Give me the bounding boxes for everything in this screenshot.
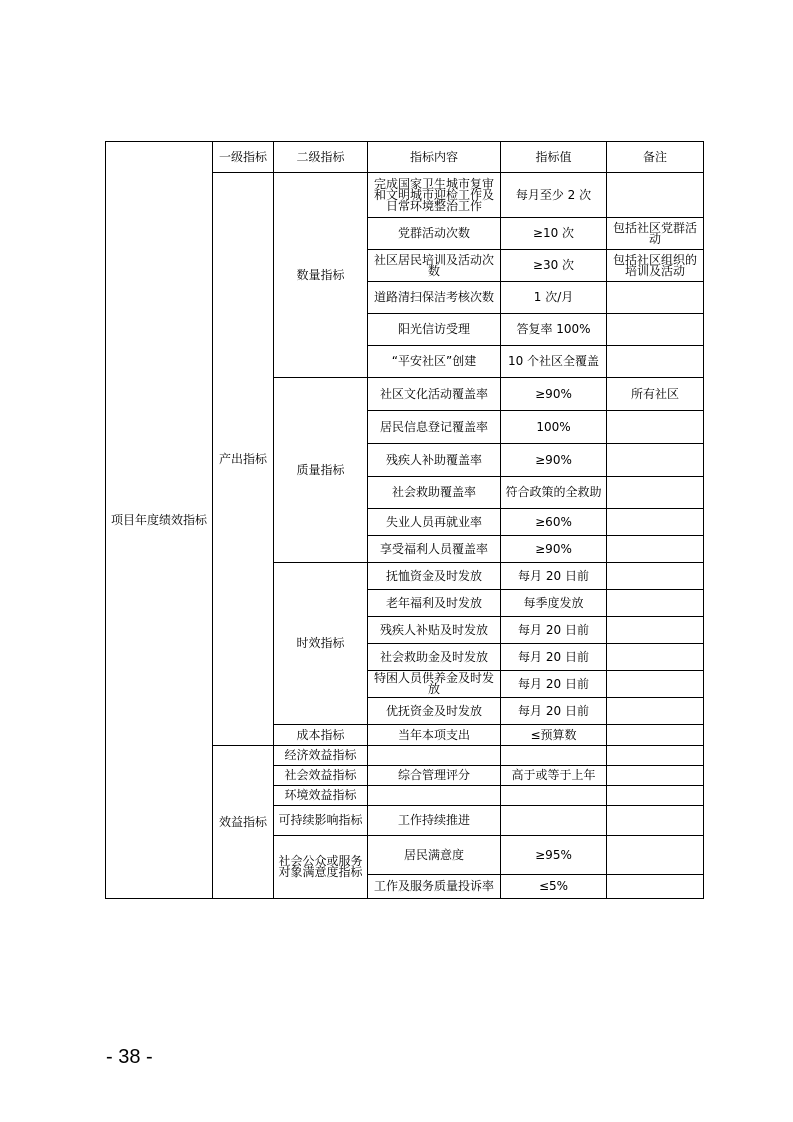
indicator-remark: 包括社区组织的培训及活动 — [607, 250, 704, 282]
indicator-remark — [607, 509, 704, 536]
indicator-value: ≥60% — [501, 509, 607, 536]
indicator-value: ≥95% — [501, 836, 607, 875]
header-remark: 备注 — [607, 142, 704, 173]
indicator-value: ≥90% — [501, 378, 607, 411]
indicator-value: 答复率 100% — [501, 314, 607, 346]
indicator-content: 社会救助金及时发放 — [368, 644, 501, 671]
indicator-value: ≤预算数 — [501, 725, 607, 746]
indicator-content: 阳光信访受理 — [368, 314, 501, 346]
indicator-content: 优抚资金及时发放 — [368, 698, 501, 725]
indicator-content: 综合管理评分 — [368, 766, 501, 786]
indicator-content: 失业人员再就业率 — [368, 509, 501, 536]
indicator-content: 完成国家卫生城市复审和文明城市迎检工作及日常环境整治工作 — [368, 173, 501, 218]
indicator-value — [501, 786, 607, 806]
indicator-value: 每月至少 2 次 — [501, 173, 607, 218]
quality-indicator-label: 质量指标 — [274, 378, 368, 563]
benefit-indicator-group: 效益指标 — [213, 746, 274, 899]
indicator-remark — [607, 875, 704, 899]
indicator-remark — [607, 282, 704, 314]
indicator-value — [501, 806, 607, 836]
cost-indicator-label: 成本指标 — [274, 725, 368, 746]
indicator-remark — [607, 746, 704, 766]
indicator-content: 残疾人补助覆盖率 — [368, 444, 501, 477]
indicator-content: 居民满意度 — [368, 836, 501, 875]
indicator-remark — [607, 644, 704, 671]
indicator-value: 每月 20 日前 — [501, 644, 607, 671]
indicator-content: 社区居民培训及活动次数 — [368, 250, 501, 282]
quantity-indicator-label: 数量指标 — [274, 173, 368, 378]
category-cell: 项目年度绩效指标 — [106, 142, 213, 899]
indicator-content — [368, 786, 501, 806]
header-level1: 一级指标 — [213, 142, 274, 173]
satisfaction-indicator-label: 社会公众或服务对象满意度指标 — [274, 836, 368, 899]
indicator-content: 居民信息登记覆盖率 — [368, 411, 501, 444]
indicator-content: 当年本项支出 — [368, 725, 501, 746]
indicator-content: 残疾人补贴及时发放 — [368, 617, 501, 644]
indicator-remark — [607, 617, 704, 644]
indicator-value: 每月 20 日前 — [501, 671, 607, 698]
indicator-remark — [607, 563, 704, 590]
indicator-remark — [607, 477, 704, 509]
indicator-content: 老年福利及时发放 — [368, 590, 501, 617]
indicator-remark — [607, 444, 704, 477]
timeliness-indicator-label: 时效指标 — [274, 563, 368, 725]
indicator-content: 特困人员供养金及时发放 — [368, 671, 501, 698]
indicator-remark — [607, 806, 704, 836]
header-row — [106, 142, 704, 173]
indicator-value: 每月 20 日前 — [501, 563, 607, 590]
indicator-value: 10 个社区全覆盖 — [501, 346, 607, 378]
output-indicator-group: 产出指标 — [213, 173, 274, 746]
indicator-remark — [607, 314, 704, 346]
indicator-remark: 所有社区 — [607, 378, 704, 411]
indicator-value — [501, 746, 607, 766]
indicator-remark — [607, 346, 704, 378]
indicator-remark — [607, 590, 704, 617]
indicator-content: “平安社区”创建 — [368, 346, 501, 378]
indicator-content: 工作及服务质量投诉率 — [368, 875, 501, 899]
social-benefit-label: 社会效益指标 — [274, 766, 368, 786]
page-number: - 38 - — [106, 1046, 153, 1068]
indicator-remark — [607, 536, 704, 563]
indicator-value: 高于或等于上年 — [501, 766, 607, 786]
indicator-value: ≥90% — [501, 444, 607, 477]
indicator-value: 100% — [501, 411, 607, 444]
indicator-remark — [607, 411, 704, 444]
indicator-content: 党群活动次数 — [368, 218, 501, 250]
indicator-content: 社区文化活动覆盖率 — [368, 378, 501, 411]
indicator-content: 道路清扫保洁考核次数 — [368, 282, 501, 314]
indicator-remark — [607, 725, 704, 746]
performance-indicator-table — [105, 141, 704, 899]
indicator-remark — [607, 836, 704, 875]
indicator-content: 抚恤资金及时发放 — [368, 563, 501, 590]
indicator-content: 享受福利人员覆盖率 — [368, 536, 501, 563]
indicator-content: 工作持续推进 — [368, 806, 501, 836]
indicator-remark — [607, 766, 704, 786]
header-level2: 二级指标 — [274, 142, 368, 173]
indicator-value: ≤5% — [501, 875, 607, 899]
indicator-remark — [607, 698, 704, 725]
indicator-value: 每月 20 日前 — [501, 617, 607, 644]
header-content: 指标内容 — [368, 142, 501, 173]
indicator-content: 社会救助覆盖率 — [368, 477, 501, 509]
indicator-remark — [607, 671, 704, 698]
indicator-value: ≥30 次 — [501, 250, 607, 282]
indicator-value: 符合政策的全救助 — [501, 477, 607, 509]
indicator-value: ≥10 次 — [501, 218, 607, 250]
indicator-value: 每季度发放 — [501, 590, 607, 617]
indicator-value: ≥90% — [501, 536, 607, 563]
header-value: 指标值 — [501, 142, 607, 173]
indicator-remark — [607, 786, 704, 806]
indicator-remark — [607, 173, 704, 218]
indicator-value: 每月 20 日前 — [501, 698, 607, 725]
economic-benefit-label: 经济效益指标 — [274, 746, 368, 766]
indicator-value: 1 次/月 — [501, 282, 607, 314]
indicator-content — [368, 746, 501, 766]
indicator-remark: 包括社区党群活动 — [607, 218, 704, 250]
sustainability-benefit-label: 可持续影响指标 — [274, 806, 368, 836]
environmental-benefit-label: 环境效益指标 — [274, 786, 368, 806]
